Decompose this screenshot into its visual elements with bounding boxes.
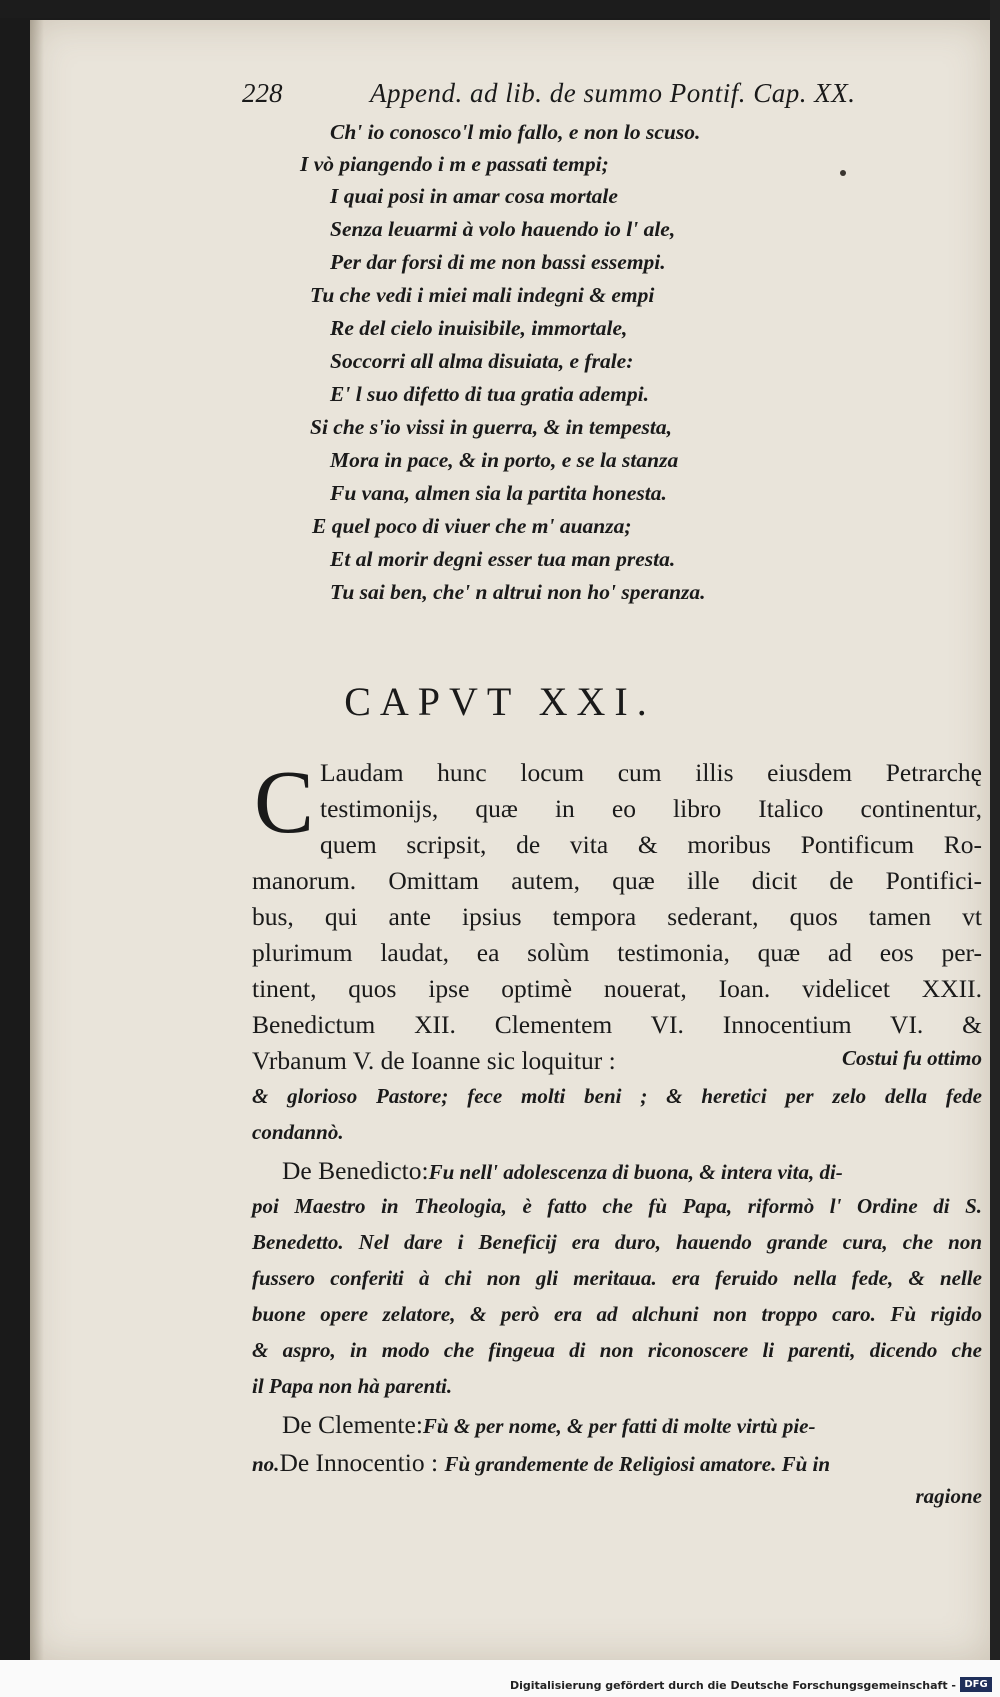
italic-quote-line: buone opere zelatore, & però era ad alchuni non troppo caro. Fù rigido [252,1302,982,1326]
dfg-logo: DFG [960,1677,992,1692]
text-line: Benedictum XII. Clementem VI. Innocentium VI. & [252,1010,982,1039]
poem-line: Fu vana, almen sia la partita honesta. [330,481,667,505]
poem-line: Senza leuarmi à volo hauendo io l' ale, [330,217,676,241]
text-line: manorum. Omittam autem, quæ ille dicit de Pontifici- [252,866,982,895]
poem-line: I vò piangendo i m e passati tempi; [300,152,609,176]
ink-spot [840,170,846,176]
text-line: plurimum laudat, ea solùm testimonia, quæ ad eos per- [252,938,982,967]
italic-quote-line: & glorioso Pastore; fece molti beni ; & heretici per zelo della fede [252,1084,982,1108]
italic-quote-line: il Papa non hà parenti. [252,1374,453,1398]
text-line: tinent, quos ipse optimè nouerat, Ioan. videlicet XXII. [252,974,982,1003]
text-line [282,1156,982,1186]
italic-quote: Fù grandemente de Religiosi amatore. Fù in [444,1452,831,1476]
italic-quote-line: fussero conferiti à chi non gli meritaua. era feruido nella fede, & nelle [252,1266,982,1290]
italic-quote-line: & aspro, in modo che fingeua di non riconoscere li parenti, dicendo che [252,1338,982,1362]
text-line: bus, qui ante ipsius tempora sederant, quos tamen vt [252,902,982,931]
page-edge-shadow [30,20,44,1660]
poem-line: E quel poco di viuer che m' auanza; [312,514,632,538]
italic-quote-line: poi Maestro in Theologia, è fatto che fù Papa, riformò l' Ordine di S. [252,1194,982,1218]
poem-line: I quai posi in amar cosa mortale [330,184,618,208]
poem-line: Et al morir degni esser tua man presta. [330,547,676,571]
text-line [252,1046,982,1076]
poem-line: Re del cielo inuisibile, immortale, [330,316,628,340]
italic-quote: Fu nell' adolescenza di buona, & intera vita, di- [428,1160,843,1184]
text-line: Laudam hunc locum cum illis eiusdem Petrarchę [320,758,982,787]
drop-cap: C [254,753,315,852]
poem-line: Soccorri all alma disuiata, e frale: [330,349,634,373]
text-span: De Benedicto: [282,1156,429,1185]
poem-line: Per dar forsi di me non bassi essempi. [330,250,666,274]
text-line [282,1410,982,1440]
poem-line: Mora in pace, & in porto, e se la stanza [330,448,679,472]
text-line: quem scripsit, de vita & moribus Pontificum Ro- [320,830,982,859]
running-title: Append. ad lib. de summo Pontif. Cap. XX. [370,78,856,108]
chapter-heading: CAPVT XXI. [344,679,656,724]
italic-quote: no. [252,1452,280,1476]
scan-border [0,0,1000,18]
italic-quote-line: Benedetto. Nel dare i Beneficij era duro, hauendo grande cura, che non [252,1230,982,1254]
text-span: Vrbanum V. de Ioanne sic loquitur : [252,1046,616,1075]
text-line: testimonijs, quæ in eo libro Italico continentur, [320,794,982,823]
italic-quote: Costui fu ottimo [841,1046,982,1070]
text-span: De Innocentio : [279,1448,439,1477]
poem-line: E' l suo difetto di tua gratia adempi. [330,382,649,406]
poem-line: Ch' io conosco'l mio fallo, e non lo scuso. [330,120,701,144]
scan-border-right [990,0,1000,1697]
italic-quote: Fù & per nome, & per fatti di molte virtù pie- [422,1414,816,1438]
poem-line: Tu che vedi i miei mali indegni & empi [310,283,655,307]
poem-line: Si che s'io vissi in guerra, & in tempesta, [310,415,672,439]
text-line [252,1448,982,1478]
catchword: ragione [915,1484,982,1508]
italic-quote-line: condannò. [252,1120,344,1144]
footer-credit: Digitalisierung gefördert durch die Deutsche Forschungsgemeinschaft - [509,1679,956,1692]
text-span: De Clemente: [282,1410,423,1439]
poem-line: Tu sai ben, che' n altrui non ho' speranza. [330,580,706,604]
page-number: 228 [242,78,283,108]
